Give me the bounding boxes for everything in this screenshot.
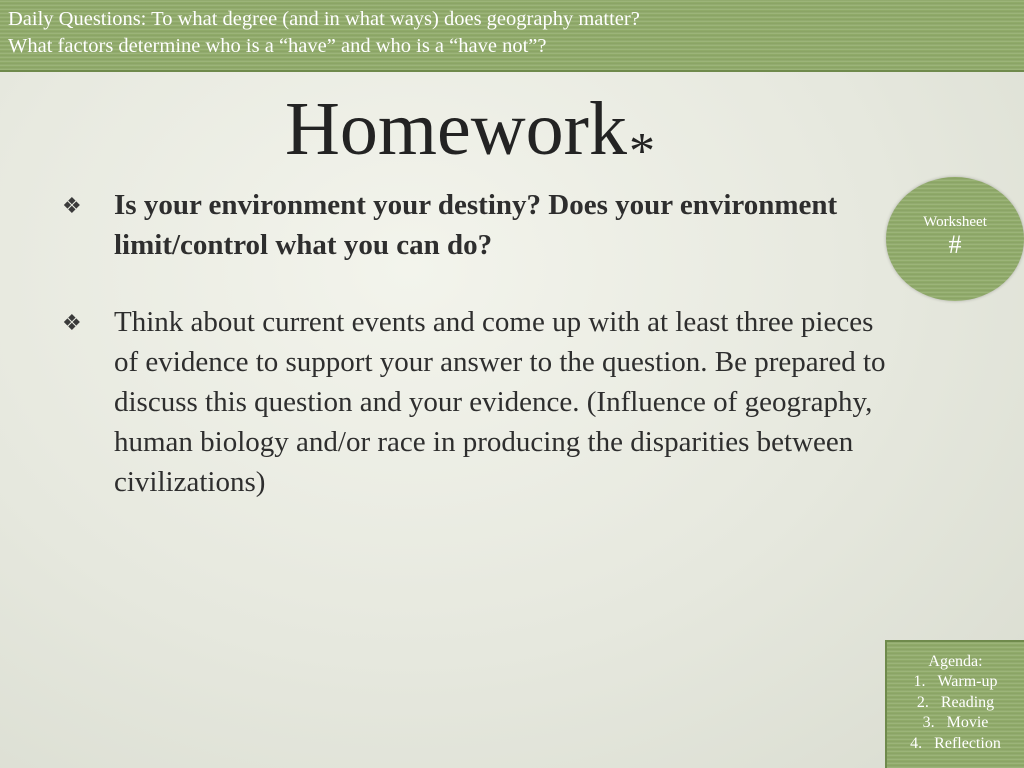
agenda-list	[887, 672, 1024, 754]
bullet-text-1: Is your environment your destiny? Does your environment limit/control what you can do?	[114, 189, 838, 261]
agenda-item-number: 1.	[913, 673, 926, 690]
agenda-item-number: 3.	[922, 714, 935, 731]
agenda-item-number: 2.	[916, 693, 929, 711]
daily-question-line-1: Daily Questions: To what degree (and in what ways) does geography matter?	[8, 8, 640, 30]
daily-questions-banner	[0, 0, 1024, 72]
bullet-text-2: Think about current events and come up with at least three pieces of evidence to support your answer to the question. Be prepared to discuss this question and your evidence. (Influence of geography, human biology and/or race in producing the disparities between civilizations)	[114, 306, 886, 498]
agenda-item-label: Reflection	[934, 734, 1001, 752]
agenda-item	[887, 734, 1024, 755]
agenda-item	[887, 693, 1024, 714]
slide-title-text: Homework	[285, 87, 627, 171]
agenda-box	[885, 640, 1024, 768]
agenda-item-label: Movie	[946, 714, 989, 731]
agenda-item-number: 4.	[910, 734, 923, 752]
bullet-item-1	[62, 185, 892, 265]
slide-title	[0, 84, 940, 197]
bullet-diamond-icon: ❖	[62, 193, 82, 218]
agenda-item	[887, 713, 1024, 734]
bullet-item-2	[62, 302, 892, 502]
daily-question-line-2: What factors determine who is a “have” and who is a “have not”?	[8, 35, 547, 57]
worksheet-badge	[886, 177, 1024, 301]
agenda-item-label: Reading	[940, 693, 995, 711]
worksheet-label: Worksheet	[923, 214, 987, 230]
agenda-item	[887, 672, 1024, 693]
title-asterisk-marker: *	[628, 123, 655, 180]
agenda-item-label: Warm-up	[937, 673, 998, 690]
worksheet-number: #	[948, 230, 962, 259]
bullet-diamond-icon: ❖	[62, 310, 82, 335]
agenda-title: Agenda:	[928, 653, 983, 670]
